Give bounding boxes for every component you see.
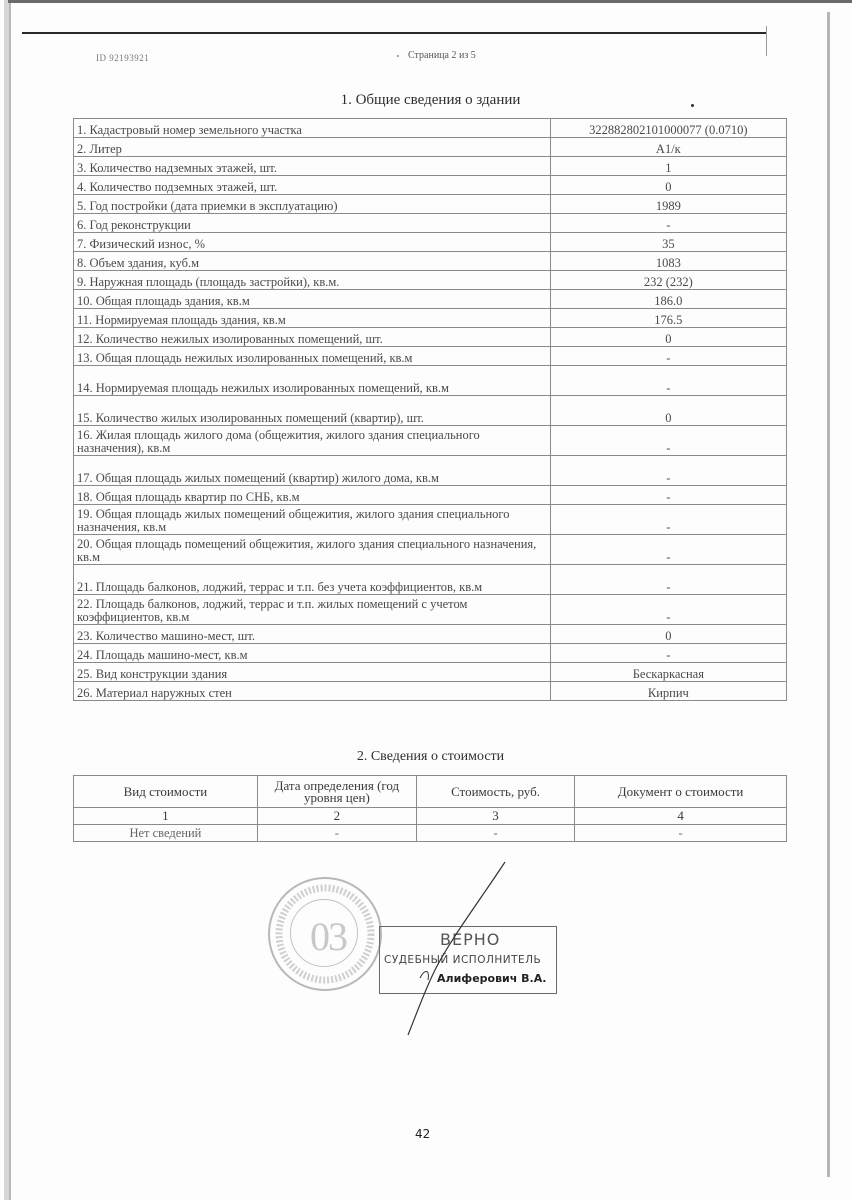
info-value: - <box>550 366 786 396</box>
page-right-rule <box>766 26 767 56</box>
info-row <box>74 366 787 396</box>
info-value: 0 <box>550 328 786 347</box>
info-label: 9. Наружная площадь (площадь застройки), кв.м. <box>74 271 551 290</box>
info-label: 19. Общая площадь жилых помещений общежития, жилого здания специального назначения, кв.м <box>74 505 551 535</box>
info-value: - <box>550 505 786 535</box>
info-row <box>74 426 787 456</box>
info-label: 13. Общая площадь нежилых изолированных помещений, кв.м <box>74 347 551 366</box>
info-value: - <box>550 644 786 663</box>
info-value: 0 <box>550 176 786 195</box>
info-label: 11. Нормируемая площадь здания, кв.м <box>74 309 551 328</box>
cost-date-cell: - <box>257 825 416 842</box>
info-label: 21. Площадь балконов, лоджий, террас и т.п. без учета коэффициентов, кв.м <box>74 565 551 595</box>
column-number: 2 <box>257 808 416 825</box>
verification-stamp-name: Алиферович В.А. <box>437 972 547 985</box>
info-label: 20. Общая площадь помещений общежития, жилого здания специального назначения, кв.м <box>74 535 551 565</box>
info-label: 18. Общая площадь квартир по СНБ, кв.м <box>74 486 551 505</box>
cost-info-table <box>73 775 787 842</box>
info-label: 5. Год постройки (дата приемки в эксплуатацию) <box>74 195 551 214</box>
info-label: 8. Объем здания, куб.м <box>74 252 551 271</box>
info-value: - <box>550 456 786 486</box>
column-number: 4 <box>575 808 787 825</box>
cost-header-type: Вид стоимости <box>74 776 258 808</box>
info-value: 0 <box>550 625 786 644</box>
info-value: - <box>550 347 786 366</box>
info-label: 7. Физический износ, % <box>74 233 551 252</box>
info-label: 23. Количество машино-мест, шт. <box>74 625 551 644</box>
info-row <box>74 486 787 505</box>
info-row <box>74 195 787 214</box>
info-row <box>74 214 787 233</box>
info-label: 10. Общая площадь здания, кв.м <box>74 290 551 309</box>
info-row <box>74 565 787 595</box>
scan-border-left-line <box>9 0 11 1200</box>
section-1-title: 1. Общие сведения о здании <box>340 92 521 108</box>
info-row <box>74 682 787 701</box>
page-top-rule <box>22 32 766 34</box>
info-row <box>74 252 787 271</box>
info-row <box>74 595 787 625</box>
info-row <box>74 663 787 682</box>
page-number: 42 <box>415 1127 431 1141</box>
info-label: 3. Количество надземных этажей, шт. <box>74 157 551 176</box>
info-row <box>74 347 787 366</box>
info-value: 1083 <box>550 252 786 271</box>
info-row <box>74 644 787 663</box>
cost-type-cell: Нет сведений <box>74 825 258 842</box>
info-value: - <box>550 565 786 595</box>
info-label: 24. Площадь машино-мест, кв.м <box>74 644 551 663</box>
info-row <box>74 290 787 309</box>
info-value: 186.0 <box>550 290 786 309</box>
info-value: 176.5 <box>550 309 786 328</box>
cost-amount-cell: - <box>416 825 574 842</box>
info-value: 35 <box>550 233 786 252</box>
info-value: - <box>550 535 786 565</box>
info-value: 322882802101000077 (0.0710) <box>550 119 786 138</box>
info-value: 232 (232) <box>550 271 786 290</box>
info-value: - <box>550 426 786 456</box>
info-label: 17. Общая площадь жилых помещений (квартир) жилого дома, кв.м <box>74 456 551 486</box>
info-row <box>74 309 787 328</box>
cost-header-date: Дата определения (год уровня цен) <box>257 776 416 808</box>
info-row <box>74 119 787 138</box>
info-value: Бескаркасная <box>550 663 786 682</box>
signature-stroke <box>380 860 540 1040</box>
scan-speck <box>397 55 399 57</box>
info-row <box>74 176 787 195</box>
verification-stamp-title: ВЕРНО <box>440 930 501 949</box>
info-row <box>74 396 787 426</box>
info-row <box>74 505 787 535</box>
info-label: 22. Площадь балконов, лоджий, террас и т.п. жилых помещений с учетом коэффициентов, кв.м <box>74 595 551 625</box>
scan-border-top <box>8 0 852 3</box>
info-label: 1. Кадастровый номер земельного участка <box>74 119 551 138</box>
info-value: 1989 <box>550 195 786 214</box>
document-id: ID 92193921 <box>96 53 150 63</box>
page-indicator: Страница 2 из 5 <box>408 50 476 61</box>
info-label: 14. Нормируемая площадь нежилых изолированных помещений, кв.м <box>74 366 551 396</box>
scan-border-right <box>827 12 830 1177</box>
seal-center-number: 03 <box>310 914 346 959</box>
cost-document-cell: - <box>575 825 787 842</box>
cost-header-row <box>74 776 787 808</box>
info-label: 6. Год реконструкции <box>74 214 551 233</box>
cost-column-numbers-row <box>74 808 787 825</box>
verification-stamp-role: СУДЕБНЫЙ ИСПОЛНИТЕЛЬ <box>384 954 542 966</box>
info-label: 2. Литер <box>74 138 551 157</box>
cost-header-amount: Стоимость, руб. <box>416 776 574 808</box>
info-row <box>74 625 787 644</box>
info-value: - <box>550 595 786 625</box>
info-value: А1/к <box>550 138 786 157</box>
info-label: 12. Количество нежилых изолированных помещений, шт. <box>74 328 551 347</box>
info-value: 1 <box>550 157 786 176</box>
cost-header-document: Документ о стоимости <box>575 776 787 808</box>
info-row <box>74 328 787 347</box>
info-row <box>74 271 787 290</box>
info-value: - <box>550 486 786 505</box>
info-label: 16. Жилая площадь жилого дома (общежития, жилого здания специального назначения), кв.м <box>74 426 551 456</box>
building-info-table <box>73 118 787 701</box>
info-value: Кирпич <box>550 682 786 701</box>
info-label: 25. Вид конструкции здания <box>74 663 551 682</box>
info-label: 4. Количество подземных этажей, шт. <box>74 176 551 195</box>
info-row <box>74 456 787 486</box>
info-row <box>74 535 787 565</box>
info-row <box>74 138 787 157</box>
info-label: 26. Материал наружных стен <box>74 682 551 701</box>
column-number: 3 <box>416 808 574 825</box>
section-2-title: 2. Сведения о стоимости <box>356 749 505 764</box>
info-row <box>74 233 787 252</box>
info-value: - <box>550 214 786 233</box>
info-row <box>74 157 787 176</box>
info-label: 15. Количество жилых изолированных помещений (квартир), шт. <box>74 396 551 426</box>
column-number: 1 <box>74 808 258 825</box>
cost-data-row <box>74 825 787 842</box>
info-value: 0 <box>550 396 786 426</box>
